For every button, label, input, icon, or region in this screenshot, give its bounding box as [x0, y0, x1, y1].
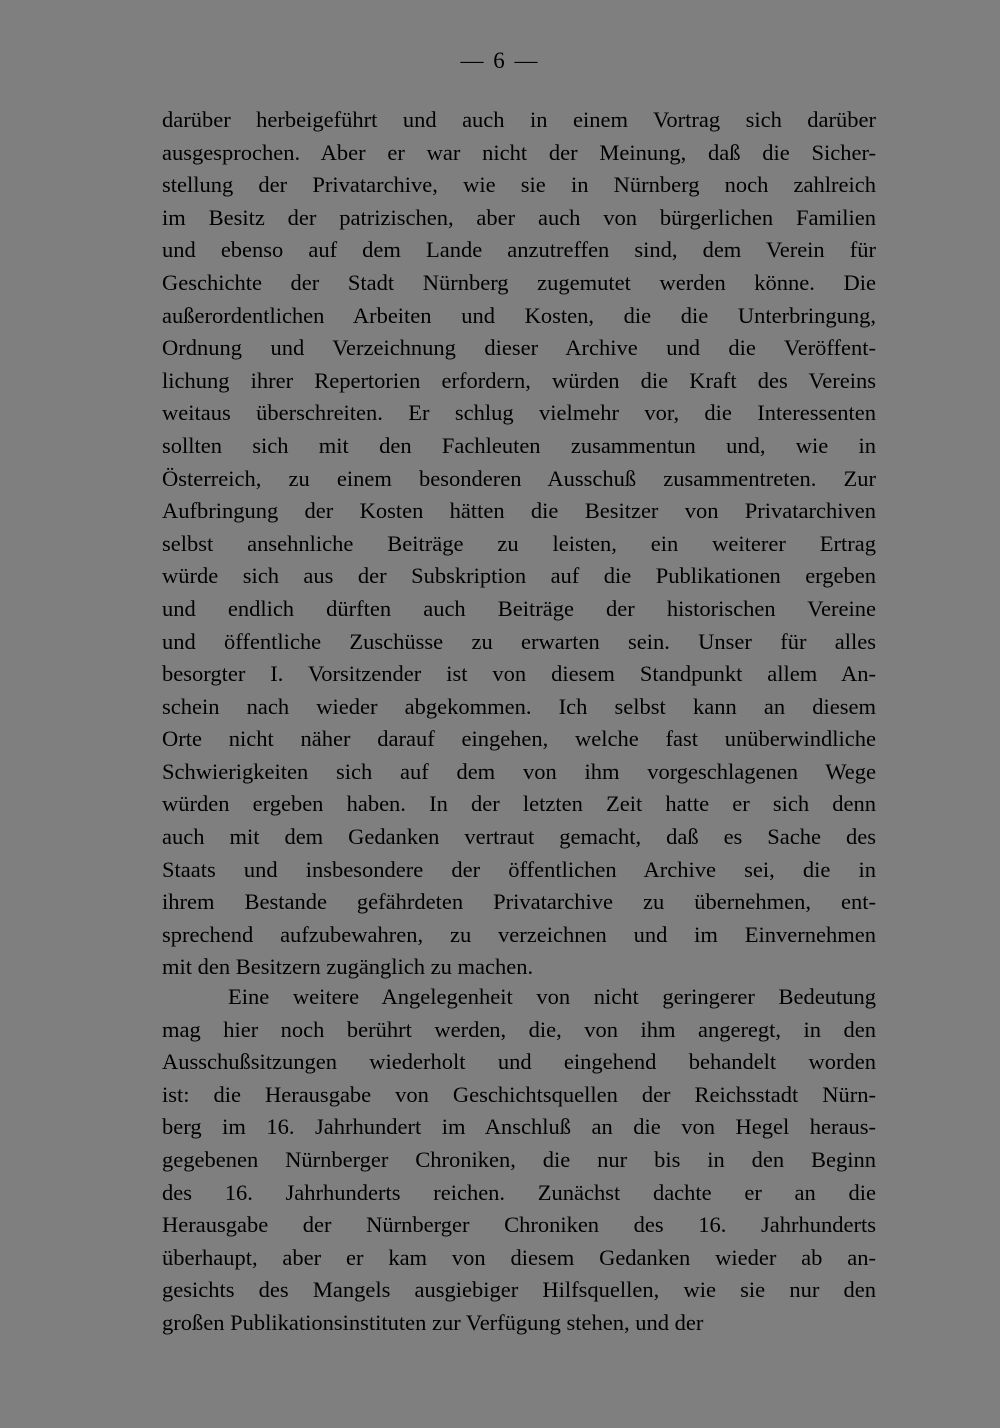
text-line: ihrem Bestande gefährdeten Privatarchive zu übernehmen, ent-: [162, 889, 876, 915]
text-line: Österreich, zu einem besonderen Ausschuß zusammentreten. Zur: [162, 465, 876, 491]
text-line: Ausschußsitzungen wiederholt und eingehend behandelt worden: [162, 1049, 876, 1075]
paragraph: [162, 104, 876, 984]
text-line: überhaupt, aber er kam von diesem Gedanken wieder ab an-: [162, 1244, 876, 1270]
text-line: Staats und insbesondere der öffentlichen Archive sei, die in: [162, 856, 876, 882]
text-line: lichung ihrer Repertorien erfordern, würden die Kraft des Vereins: [162, 367, 876, 393]
text-line: sollten sich mit den Fachleuten zusammentun und, wie in: [162, 432, 876, 458]
text-line: berg im 16. Jahrhundert im Anschluß an die von Hegel heraus-: [162, 1114, 876, 1140]
text-line: darüber herbeigeführt und auch in einem Vortrag sich darüber: [162, 107, 876, 132]
text-line: sprechend aufzubewahren, zu verzeichnen und im Einvernehmen: [162, 921, 876, 947]
text-line: würden ergeben haben. In der letzten Zeit hatte er sich denn: [162, 791, 876, 817]
paragraph: [162, 981, 876, 1340]
page-number: — 6 —: [460, 48, 540, 73]
text-line: Aufbringung der Kosten hätten die Besitzer von Privatarchiven: [162, 498, 876, 524]
text-line: außerordentlichen Arbeiten und Kosten, die die Unterbringung,: [162, 302, 876, 328]
text-line: besorgter I. Vorsitzender ist von diesem Standpunkt allem An-: [162, 661, 876, 687]
text-line: schein nach wieder abgekommen. Ich selbst kann an diesem: [162, 693, 876, 719]
text-line: Herausgabe der Nürnberger Chroniken des 16. Jahrhunderts: [162, 1212, 876, 1238]
text-line: und öffentliche Zuschüsse zu erwarten sein. Unser für alles: [162, 628, 876, 654]
text-line: mag hier noch berührt werden, die, von ihm angeregt, in den: [162, 1016, 876, 1042]
text-line: Schwierigkeiten sich auf dem von ihm vorgeschlagenen Wege: [162, 758, 876, 784]
text-line: und endlich dürften auch Beiträge der historischen Vereine: [162, 595, 876, 621]
text-line: Eine weitere Angelegenheit von nicht geringerer Bedeutung: [228, 984, 876, 1009]
text-line: ausgesprochen. Aber er war nicht der Meinung, daß die Sicher-: [162, 139, 876, 165]
text-line: im Besitz der patrizischen, aber auch von bürgerlichen Familien: [162, 204, 876, 230]
text-line: Orte nicht näher darauf eingehen, welche fast unüberwindliche: [162, 726, 876, 752]
text-line: weitaus überschreiten. Er schlug vielmehr vor, die Interessenten: [162, 400, 876, 426]
text-line: großen Publikationsinstituten zur Verfügung stehen, und der: [162, 1309, 704, 1335]
text-line: stellung der Privatarchive, wie sie in Nürnberg noch zahlreich: [162, 172, 876, 198]
text-line: des 16. Jahrhunderts reichen. Zunächst dachte er an die: [162, 1179, 876, 1205]
text-line: auch mit dem Gedanken vertraut gemacht, daß es Sache des: [162, 824, 876, 850]
text-line: ist: die Herausgabe von Geschichtsquellen der Reichsstadt Nürn-: [162, 1081, 876, 1107]
text-line: gegebenen Nürnberger Chroniken, die nur bis in den Beginn: [162, 1146, 876, 1172]
text-line: gesichts des Mangels ausgiebiger Hilfsquellen, wie sie nur den: [162, 1277, 876, 1303]
text-line: mit den Besitzern zugänglich zu machen.: [162, 954, 534, 980]
text-line: würde sich aus der Subskription auf die Publikationen ergeben: [162, 563, 876, 589]
text-line: selbst ansehnliche Beiträge zu leisten, ein weiterer Ertrag: [162, 530, 876, 556]
text-line: und ebenso auf dem Lande anzutreffen sind, dem Verein für: [162, 237, 876, 263]
text-line: Ordnung und Verzeichnung dieser Archive und die Veröffent-: [162, 335, 876, 361]
text-line: Geschichte der Stadt Nürnberg zugemutet werden könne. Die: [162, 269, 876, 295]
